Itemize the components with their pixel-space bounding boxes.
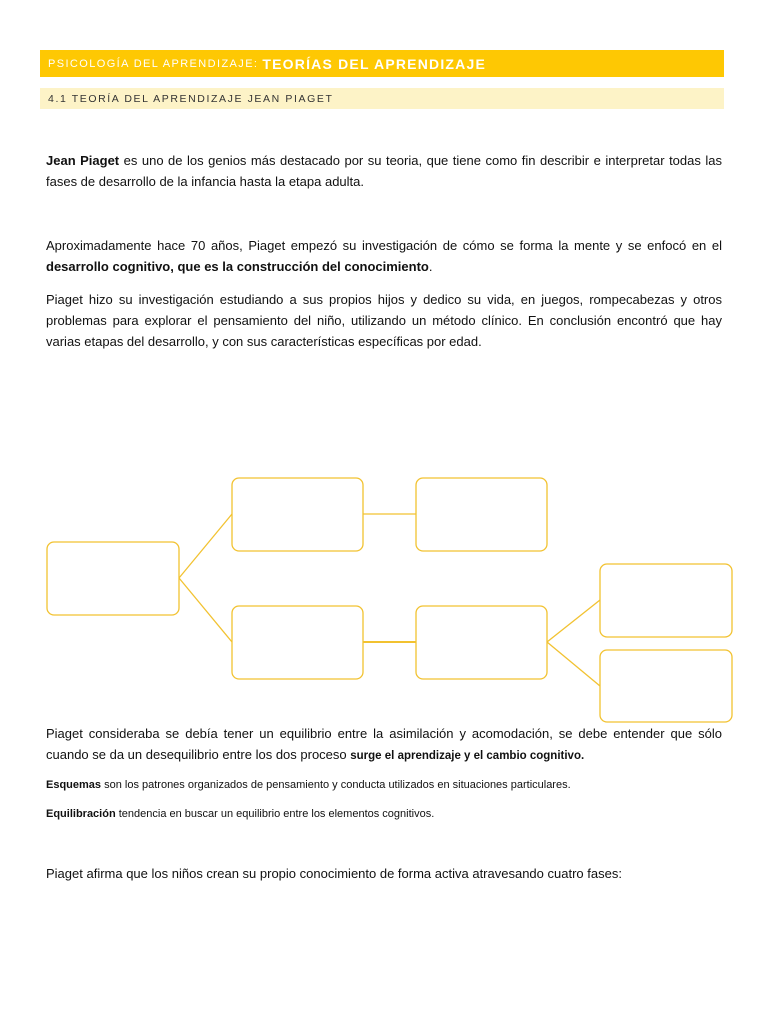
phases-text: Piaget afirma que los niños crean su propio conocimiento de forma activa atravesando cuatro fases: xyxy=(46,866,622,881)
equilibracion-def: tendencia en buscar un equilibrio entre los elementos cognitivos. xyxy=(115,808,435,820)
diagram-box-bottom-2 xyxy=(416,606,547,679)
intro-text: es uno de los genios más destacado por su teoria, que tiene como fin describir e interpretar todas las fases de desarrollo de la infancia hasta la etapa adulta. xyxy=(46,153,722,189)
course-title: PSICOLOGÍA DEL APRENDIZAJE: xyxy=(48,57,259,70)
diagram-box-top-1 xyxy=(232,478,363,551)
research-end: . xyxy=(428,259,433,274)
diagram-box-bottom-1 xyxy=(232,606,363,679)
diagram-box-branch-2 xyxy=(600,650,732,722)
research-bold: desarrollo cognitivo, que es la construcción del conocimiento xyxy=(46,259,429,274)
paragraph-phases xyxy=(46,863,722,884)
diagram-box-branch-1 xyxy=(600,564,732,637)
intro-name: Jean Piaget xyxy=(46,153,120,168)
equilibrium-text: Piaget consideraba se debía tener un equilibrio entre la asimilación y acomodación, se debe entender que sólo cuando se da un desequilibrio entre los dos proceso xyxy=(46,726,722,762)
method-text: Piaget hizo su investigación estudiando a sus propios hijos y dedico su vida, en juegos, rompecabezas y otros problemas para explorar el pensamiento del niño, utilizando un método clínico. En conclusión encontró que hay varias etapas del desarrollo, y con sus características específicas por edad. xyxy=(46,292,722,349)
equilibracion-term: Equilibración xyxy=(46,808,116,820)
chapter-title: TEORÍAS DEL APRENDIZAJE xyxy=(262,55,487,72)
paragraph-equilibracion xyxy=(46,806,722,822)
connector-root-top xyxy=(179,514,232,578)
esquemas-def: son los patrones organizados de pensamiento y conducta utilizados en situaciones particulares. xyxy=(101,779,571,791)
connector-root-bottom xyxy=(179,578,232,642)
connector-branch-upper xyxy=(547,600,600,642)
paragraph-equilibrium xyxy=(46,723,722,767)
section-title: 4.1 TEORÍA DEL APRENDIZAJE JEAN PIAGET xyxy=(48,92,334,105)
equilibrium-bold: surge el aprendizaje y el cambio cognitivo. xyxy=(350,750,585,762)
diagram-box-top-2 xyxy=(416,478,547,551)
paragraph-esquemas xyxy=(46,777,722,793)
diagram-box-root xyxy=(47,542,179,615)
research-text: Aproximadamente hace 70 años, Piaget empezó su investigación de cómo se forma la mente y se enfocó en el xyxy=(46,238,722,253)
esquemas-term: Esquemas xyxy=(46,779,102,791)
connector-branch-lower xyxy=(547,642,600,686)
